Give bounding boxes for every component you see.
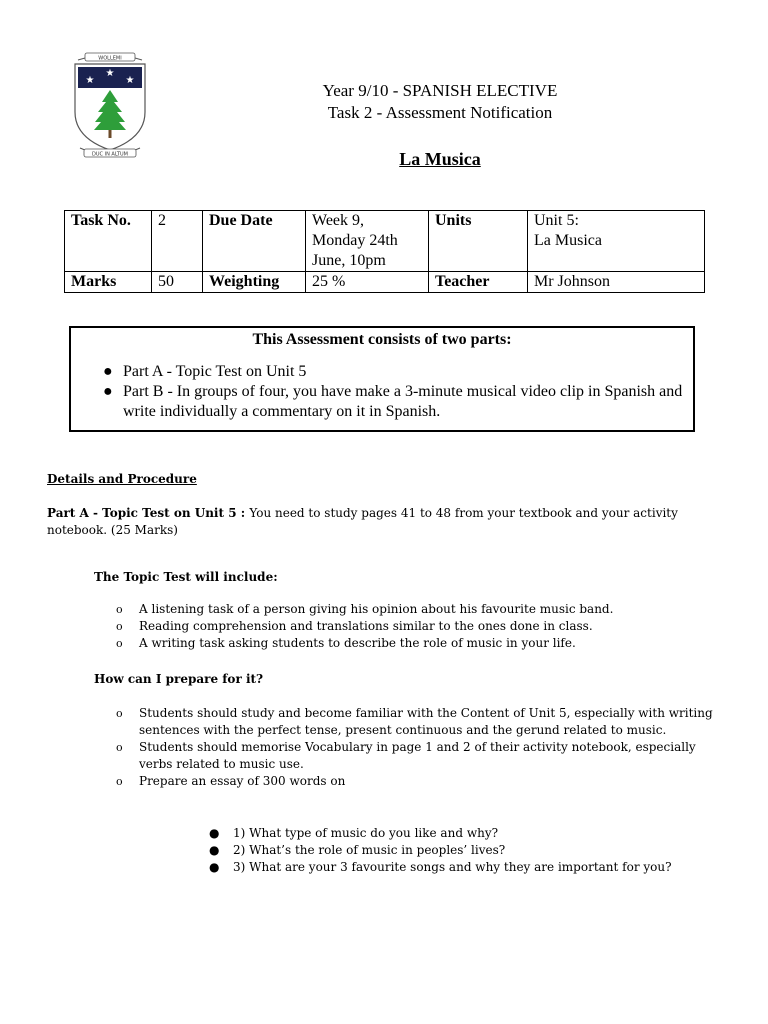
list-item-text: Reading comprehension and translations similar to the ones done in class.: [139, 619, 593, 633]
list-item-text: A writing task asking students to describe the role of music in your life.: [139, 636, 576, 650]
document-title: La Musica: [399, 149, 481, 169]
list-item: [116, 705, 716, 739]
list-item: [116, 635, 716, 652]
weighting-label: Weighting: [203, 272, 306, 293]
circle-bullet-icon: o: [116, 741, 123, 754]
part-a-text: You need to study pages 41 to 48 from your textbook and your activity notebook. (25 Marks): [47, 506, 678, 537]
list-item: [103, 362, 693, 382]
assessment-parts-box: [69, 326, 695, 432]
due-date-line: Week 9,: [312, 212, 365, 229]
weighting-value: 25 %: [306, 272, 429, 293]
part-a-intro: [47, 505, 737, 539]
parts-box-title: This Assessment consists of two parts:: [252, 331, 512, 348]
due-date-line: June, 10pm: [312, 252, 386, 269]
list-item: [209, 842, 729, 859]
table-row: [65, 272, 705, 293]
list-item-text: 1) What type of music do you like and why?: [233, 826, 499, 840]
circle-bullet-icon: o: [116, 603, 123, 616]
list-item: [116, 773, 716, 790]
list-item: [103, 382, 693, 422]
task-no-label: Task No.: [65, 211, 152, 272]
circle-bullet-icon: o: [116, 775, 123, 788]
details-heading: Details and Procedure: [47, 472, 197, 486]
part-a-text: Part A - Topic Test on Unit 5: [123, 363, 307, 380]
prep-heading: How can I prepare for it?: [94, 672, 264, 686]
teacher-label: Teacher: [429, 272, 528, 293]
list-item-text: Students should memorise Vocabulary in page 1 and 2 of their activity notebook, especially verbs related to music use.: [139, 740, 696, 771]
list-item-text: 2) What’s the role of music in peoples’ lives?: [233, 843, 506, 857]
crest-top-text: WOLLEMI: [98, 55, 122, 62]
star-icon: ★: [125, 75, 135, 86]
list-item-text: A listening task of a person giving his opinion about his favourite music band.: [139, 602, 614, 616]
bullet-icon: ●: [209, 826, 220, 840]
circle-bullet-icon: o: [116, 637, 123, 650]
units-label: Units: [429, 211, 528, 272]
bullet-icon: ●: [209, 843, 220, 857]
due-date-line: Monday 24th: [312, 232, 398, 249]
crest-motto: DUC IN ALTUM: [92, 151, 128, 158]
school-crest-logo: [70, 50, 150, 160]
list-item: [209, 859, 729, 876]
test-list: [116, 601, 716, 652]
task-info-table: [64, 210, 705, 293]
units-value: [528, 211, 705, 272]
bullet-icon: ●: [103, 383, 113, 400]
header-line-2: Task 2 - Assessment Notification: [327, 103, 553, 122]
header-line-1: Year 9/10 - SPANISH ELECTIVE: [322, 81, 558, 100]
star-icon: ★: [105, 68, 115, 79]
list-item: [116, 739, 716, 773]
test-heading: The Topic Test will include:: [94, 570, 278, 584]
task-no-value: 2: [152, 211, 203, 272]
due-date-label: Due Date: [203, 211, 306, 272]
units-line: Unit 5:: [534, 212, 579, 229]
marks-label: Marks: [65, 272, 152, 293]
units-line: La Musica: [534, 232, 602, 249]
list-item-text: Students should study and become familiar with the Content of Unit 5, especially with writing sentences with the perfect tense, present continuous and the gerund related to music.: [139, 706, 713, 737]
bullet-icon: ●: [209, 860, 220, 874]
teacher-value: Mr Johnson: [528, 272, 705, 293]
essay-question-list: [209, 825, 729, 876]
bullet-icon: ●: [103, 363, 113, 380]
list-item: [116, 618, 716, 635]
list-item: [209, 825, 729, 842]
marks-value: 50: [152, 272, 203, 293]
list-item: [116, 601, 716, 618]
star-icon: ★: [85, 75, 95, 86]
due-date-value: [306, 211, 429, 272]
prep-list: [116, 705, 716, 790]
circle-bullet-icon: o: [116, 620, 123, 633]
part-a-lead: Part A - Topic Test on Unit 5 :: [47, 506, 250, 520]
table-row: [65, 211, 705, 272]
list-item-text: Prepare an essay of 300 words on: [139, 774, 346, 788]
list-item-text: 3) What are your 3 favourite songs and why they are important for you?: [233, 860, 672, 874]
circle-bullet-icon: o: [116, 707, 123, 720]
part-b-text: Part B - In groups of four, you have make a 3-minute musical video clip in Spanish and write individually a commentary on it in Spanish.: [123, 383, 683, 420]
